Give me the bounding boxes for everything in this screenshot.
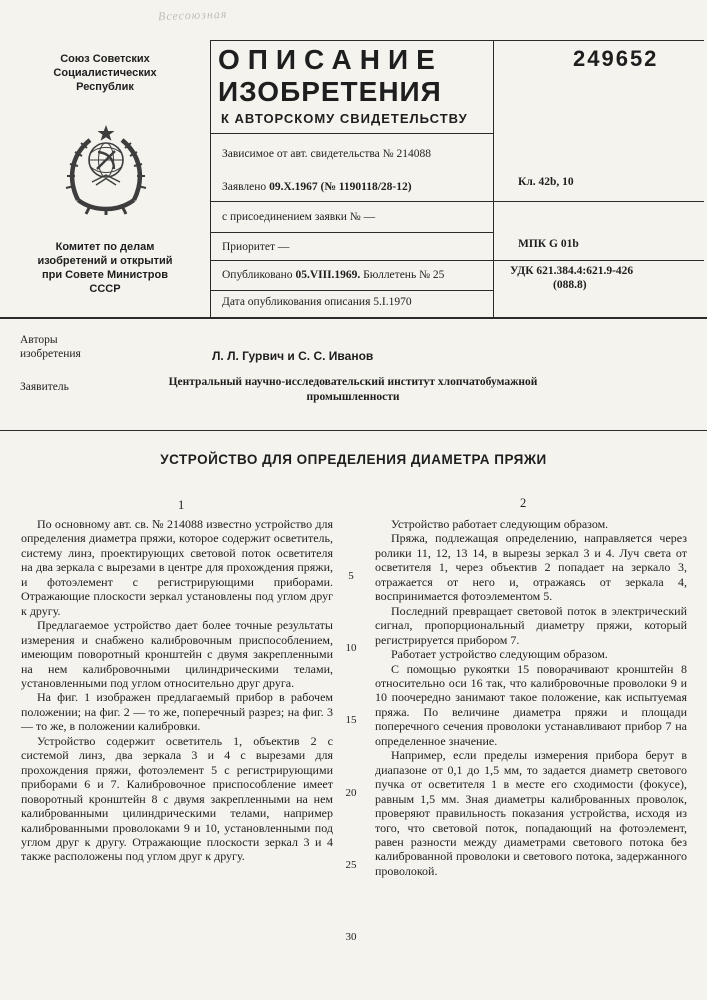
paragraph: По основному авт. св. № 214088 известно устройство для определения диаметра пряжи, которое содержит осветитель, систему линз, проектирующих световой поток осветителя на два зеркала с вырезами в центре для прохождения пряжи, и фотоэлемент с регистрирующими приборами. Отражающие плоскости зеркал установлены под углом друг к другу. xyxy=(21,517,333,618)
rule-title-divider xyxy=(0,430,707,431)
dependent-certificate: Зависимое от авт. свидетельства № 214088 xyxy=(222,148,432,160)
column-2-marker: 2 xyxy=(520,496,527,510)
filed-label: Заявлено xyxy=(222,181,270,193)
authors-label: Авторы изобретения xyxy=(20,334,81,360)
library-stamp: Всесоюзная xyxy=(157,6,228,24)
applicant-name: Центральный научно-исследовательский институт хлопчатобумажной промышленности xyxy=(168,376,538,403)
body-column-2 xyxy=(375,517,687,878)
margin-line-number: 10 xyxy=(345,642,357,654)
margin-line-number: 30 xyxy=(345,931,357,943)
rule-under-subtitle xyxy=(210,133,494,134)
issuer-union-name: Союз Советских Социалистических Республик xyxy=(53,53,157,93)
rule-row-2 xyxy=(210,201,704,202)
published-label: Опубликовано xyxy=(222,269,296,281)
authors-names: Л. Л. Гурвич и С. С. Иванов xyxy=(212,349,374,363)
attached-application: с присоединением заявки № — xyxy=(222,211,376,223)
margin-line-number: 15 xyxy=(345,714,357,726)
doc-subtitle: К АВТОРСКОМУ СВИДЕТЕЛЬСТВУ xyxy=(221,111,468,126)
margin-line-number: 25 xyxy=(345,859,357,871)
column-1-marker: 1 xyxy=(178,498,185,512)
paragraph: На фиг. 1 изображен предлагаемый прибор в рабочем положении; на фиг. 2 — то же, поперечный разрез; на фиг. 3 — то же, в положении калибровки. xyxy=(21,690,333,734)
rule-vertical-right xyxy=(493,40,494,318)
rule-vertical-left xyxy=(210,40,211,318)
paragraph: Последний превращает световой поток в электрический сигнал, пропорциональный диаметру пряжи, который регистрируется прибором 7. xyxy=(375,603,687,647)
margin-line-number: 20 xyxy=(345,787,357,799)
description-pub-date: Дата опубликования описания 5.I.1970 xyxy=(222,296,412,308)
rule-header-top xyxy=(210,40,704,41)
rule-header-bottom xyxy=(0,317,707,319)
filed-number: (№ 1190118/28-12) xyxy=(317,181,412,193)
published-row xyxy=(222,269,444,281)
rule-row-5 xyxy=(210,290,494,291)
issuer-committee: Комитет по делам изобретений и открытий при Совете Министров СССР xyxy=(37,241,173,295)
filed-date: 09.X.1967 xyxy=(269,181,318,193)
rule-row-3 xyxy=(210,232,494,233)
udk-number: УДК 621.384.4:621.9-426 xyxy=(510,265,634,277)
body-column-1 xyxy=(21,517,333,878)
paragraph: Работает устройство следующим образом. xyxy=(391,647,608,662)
paragraph: Устройство работает следующим образом. xyxy=(391,517,609,531)
mpk-class: МПК G 01b xyxy=(518,238,579,250)
doc-type-line2: ИЗОБРЕТЕНИЯ xyxy=(218,76,442,107)
margin-line-number: 5 xyxy=(348,570,354,582)
published-date: 05.VIII.1969. xyxy=(295,269,361,281)
paragraph: Устройство содержит осветитель 1, объектив 2 с системой линз, два зеркала 3 и 4 с вырезами для прохождения пряжи, фотоэлемент 5 с регистрирующими приборами 6 и 7. Калибровочное приспособление имеет поворотный кронштейн 8 с двумя закрепленными на нем калиброванными цилиндрическими телами, например калиброванными проволоками 9 и 10, установленными под углом друг к другу. Отражающие плоскости зеркал 3 и 4 также расположены под углом друг к другу. xyxy=(21,733,333,864)
doc-type-line1: ОПИСАНИЕ xyxy=(218,44,443,75)
paragraph: С помощью рукоятки 15 поворачивают кронштейн 8 относительно оси 16 так, что калибровочные проволоки 9 и 10 поочередно занимают такое положение, как испытуемая пряжа. По величине диаметра пряжи и площади поперечного сечения проволоки устанавливают прибор 7 на определенное значение. xyxy=(375,661,687,748)
paragraph: Предлагаемое устройство дает более точные результаты измерения и снабжено калибровочным приспособлением, имеющим поворотный кронштейн с двумя закрепленными на нем калибровочными цилиндрическими телами, установленными под углом относительно друг друга. xyxy=(21,618,333,690)
published-bulletin: Бюллетень № 25 xyxy=(360,269,445,281)
applicant-label: Заявитель xyxy=(20,381,69,393)
paragraph: Пряжа, подлежащая определению, направляется через ролики 11, 12, 13 14, в вырезы зеркал 3 и 4. Луч света от осветителя 1, через объектив 2 попадает на зеркало 3, отражается от него и, отражаясь от зеркала 4, воспринимается фотоэлементом 5. xyxy=(375,531,687,604)
national-class: Кл. 42b, 10 xyxy=(518,176,574,188)
priority-row: Приоритет — xyxy=(222,241,290,253)
paragraph: Например, если пределы измерения прибора берут в диапазоне от 0,1 до 1,5 мм, то задается диаметр светового пучка от осветителя 1 в месте его сходимости (фокусе), равным 1,5 мм. Зная диаметры калиброванных проволок, проверяют правильность показания устройства, исходя из того, что световой поток, попадающий на фотоэлемент, равен разности между диаметрами светового потока без калиброванной проволоки и светового потока, задержанного проволокой. xyxy=(375,748,687,878)
rule-row-4 xyxy=(210,260,704,261)
udk-suffix: (088.8) xyxy=(553,279,587,291)
filing-row xyxy=(222,181,412,193)
ussr-emblem-icon xyxy=(60,120,152,216)
patent-number: 249652 xyxy=(573,46,659,71)
invention-title: УСТРОЙСТВО ДЛЯ ОПРЕДЕЛЕНИЯ ДИАМЕТРА ПРЯЖИ xyxy=(160,452,547,467)
